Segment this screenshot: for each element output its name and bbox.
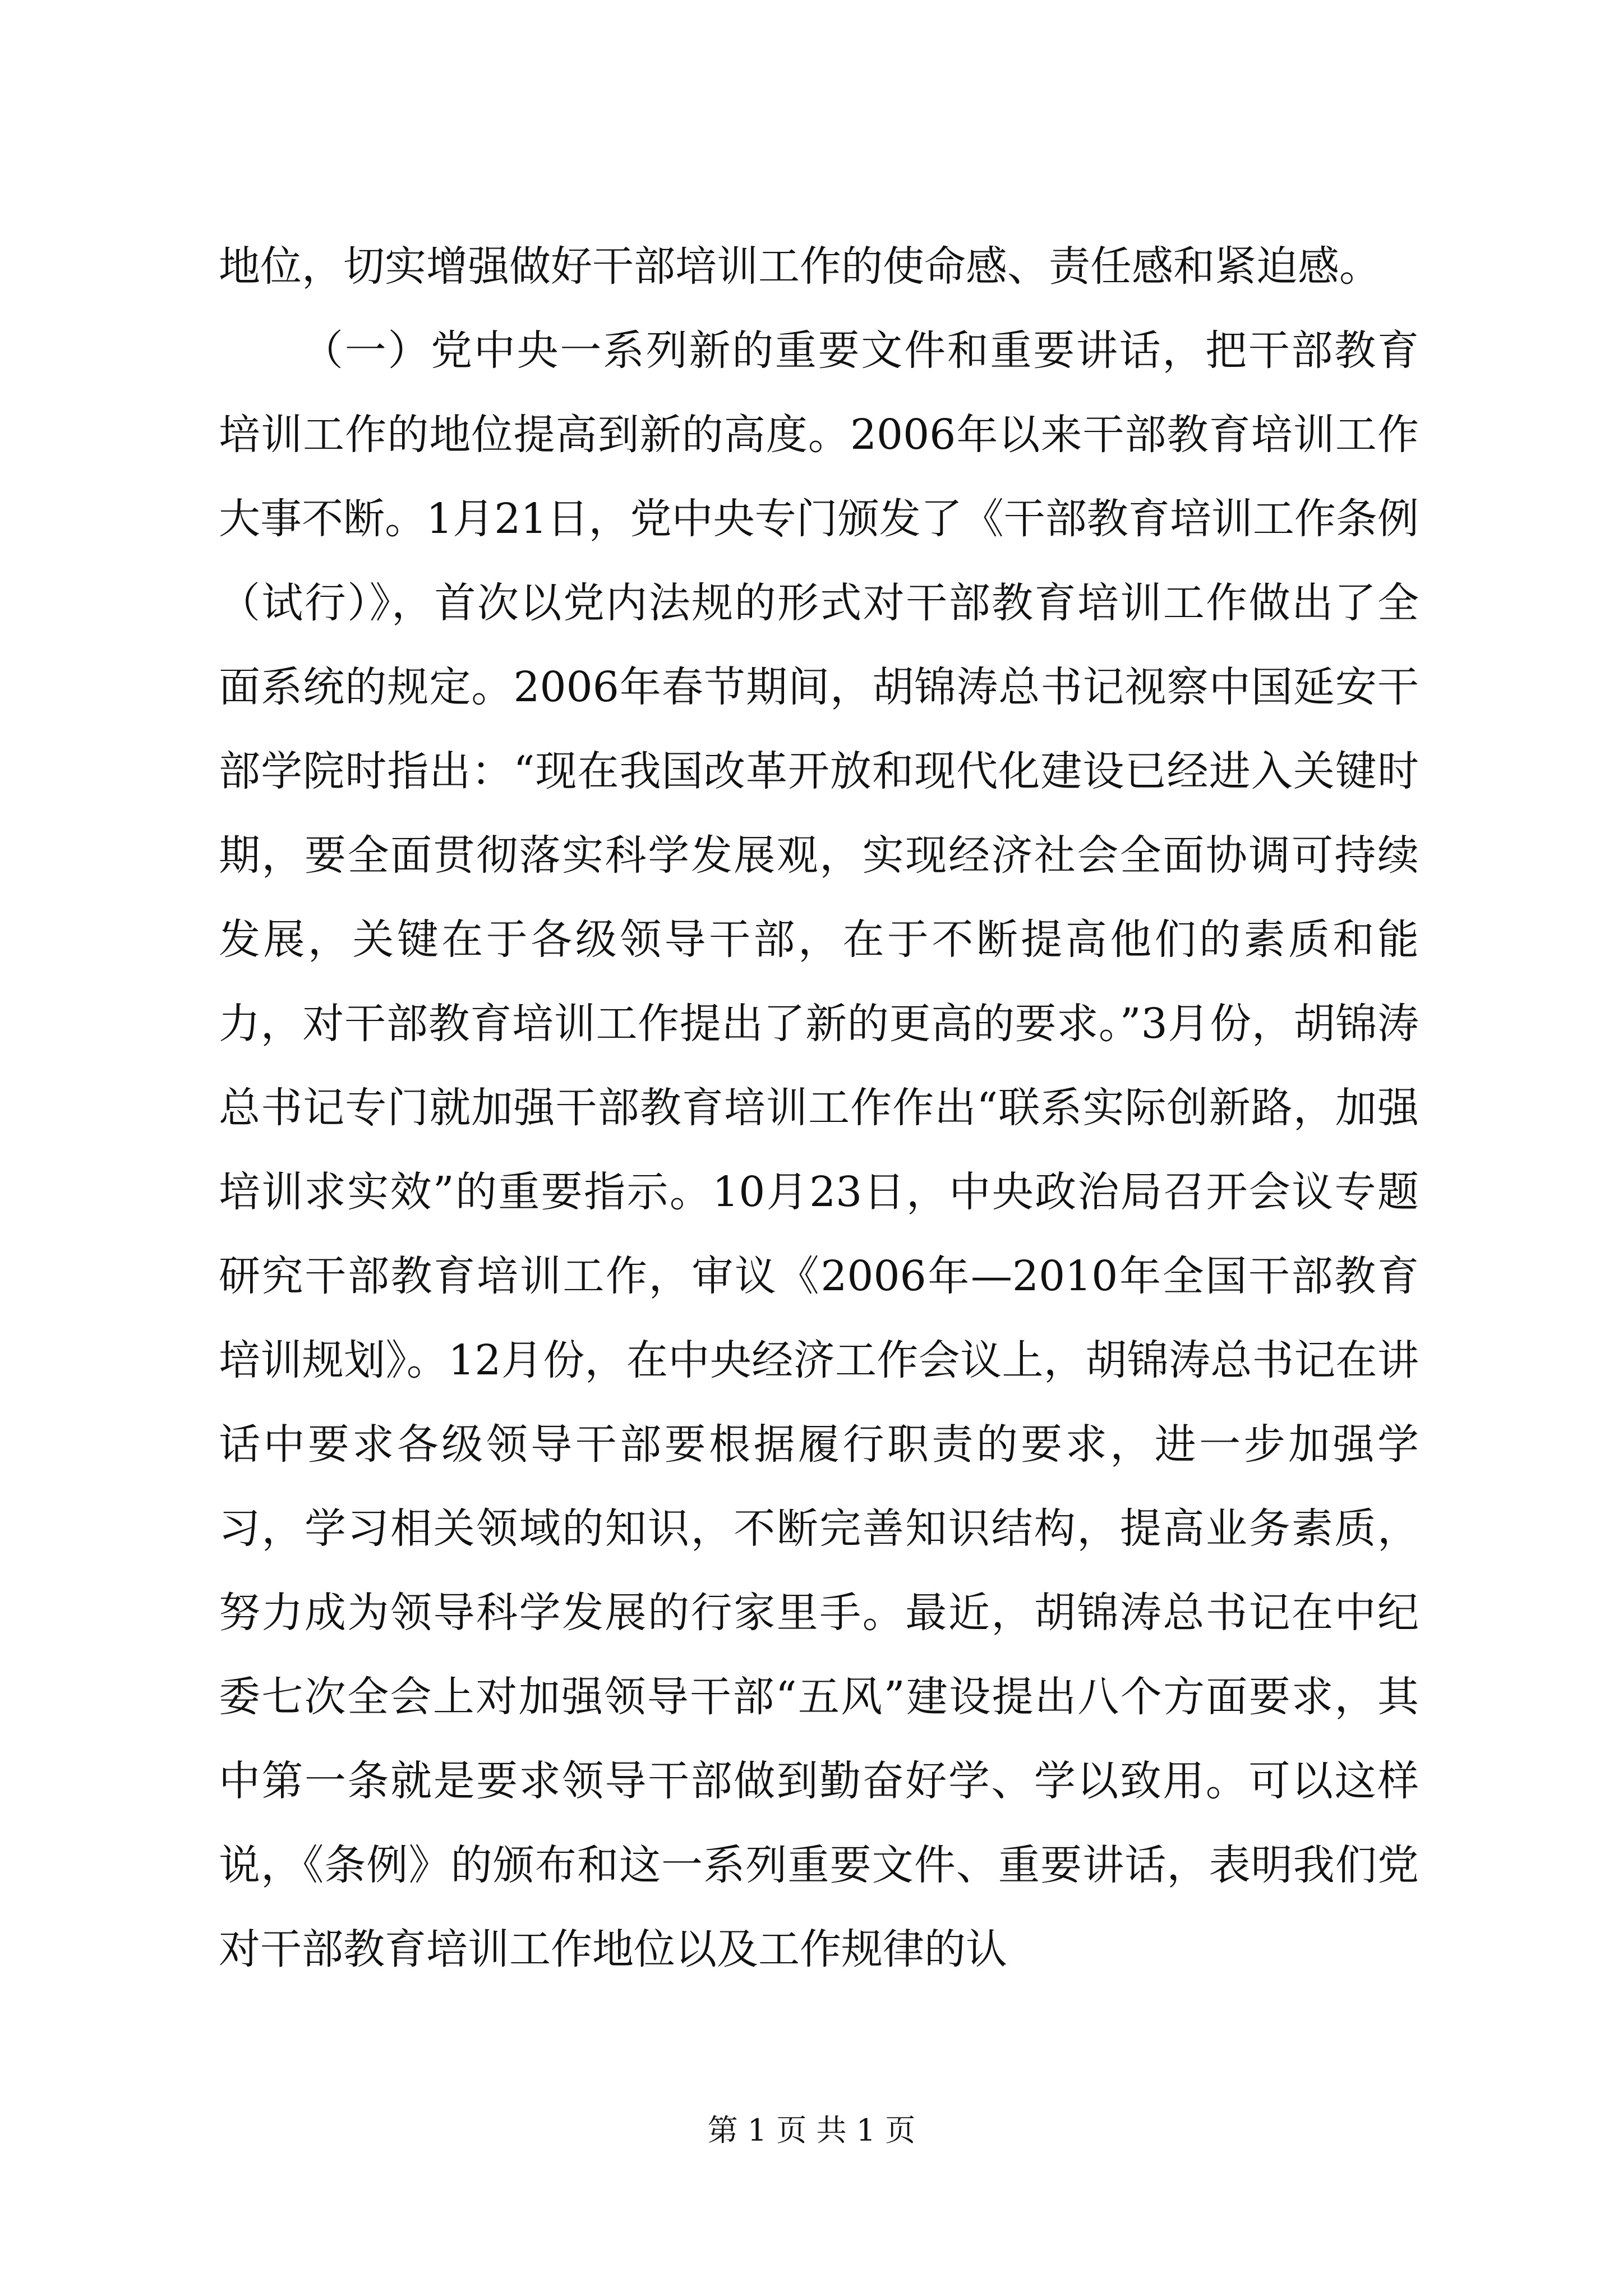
page-footer: 第 1 页 共 1 页	[707, 2113, 916, 2148]
paragraph-section-one: （一）党中央一系列新的重要文件和重要讲话，把干部教育培训工作的地位提高到新的高度。2006年以来干部教育培训工作大事不断。1月21日，党中央专门颁发了《干部教育培训工作条例（试行）》，首次以党内法规的形式对干部教育培训工作做出了全面系统的规定。2006年春节期间，胡锦涛总书记视察中国延安干部学院时指出：“现在我国改革开放和现代化建设已经进入关键时期，要全面贯彻落实科学发展观，实现经济社会全面协调可持续发展，关键在于各级领导干部，在于不断提高他们的素质和能力，对干部教育培训工作提出了新的更高的要求。”3月份，胡锦涛总书记专门就加强干部教育培训工作作出“联系实际创新路，加强培训求实效”的重要指示。10月23日，中央政治局召开会议专题研究干部教育培训工作，审议《2006年—2010年全国干部教育培训规划》。12月份，在中央经济工作会议上，胡锦涛总书记在讲话中要求各级领导干部要根据履行职责的要求，进一步加强学习，学习相关领域的知识，不断完善知识结构，提高业务素质，努力成为领导科学发展的行家里手。最近，胡锦涛总书记在中纪委七次全会上对加强领导干部“五风”建设提出八个方面要求，其中第一条就是要求领导干部做到勤奋好学、学以致用。可以这样说，《条例》的颁布和这一系列重要文件、重要讲话，表明我们党对干部教育培训工作地位以及工作规律的认	[219, 326, 1419, 1973]
body-text	[219, 224, 1419, 1991]
paragraph-continuation: 地位，切实增强做好干部培训工作的使命感、责任感和紧迫感。	[219, 242, 1381, 291]
